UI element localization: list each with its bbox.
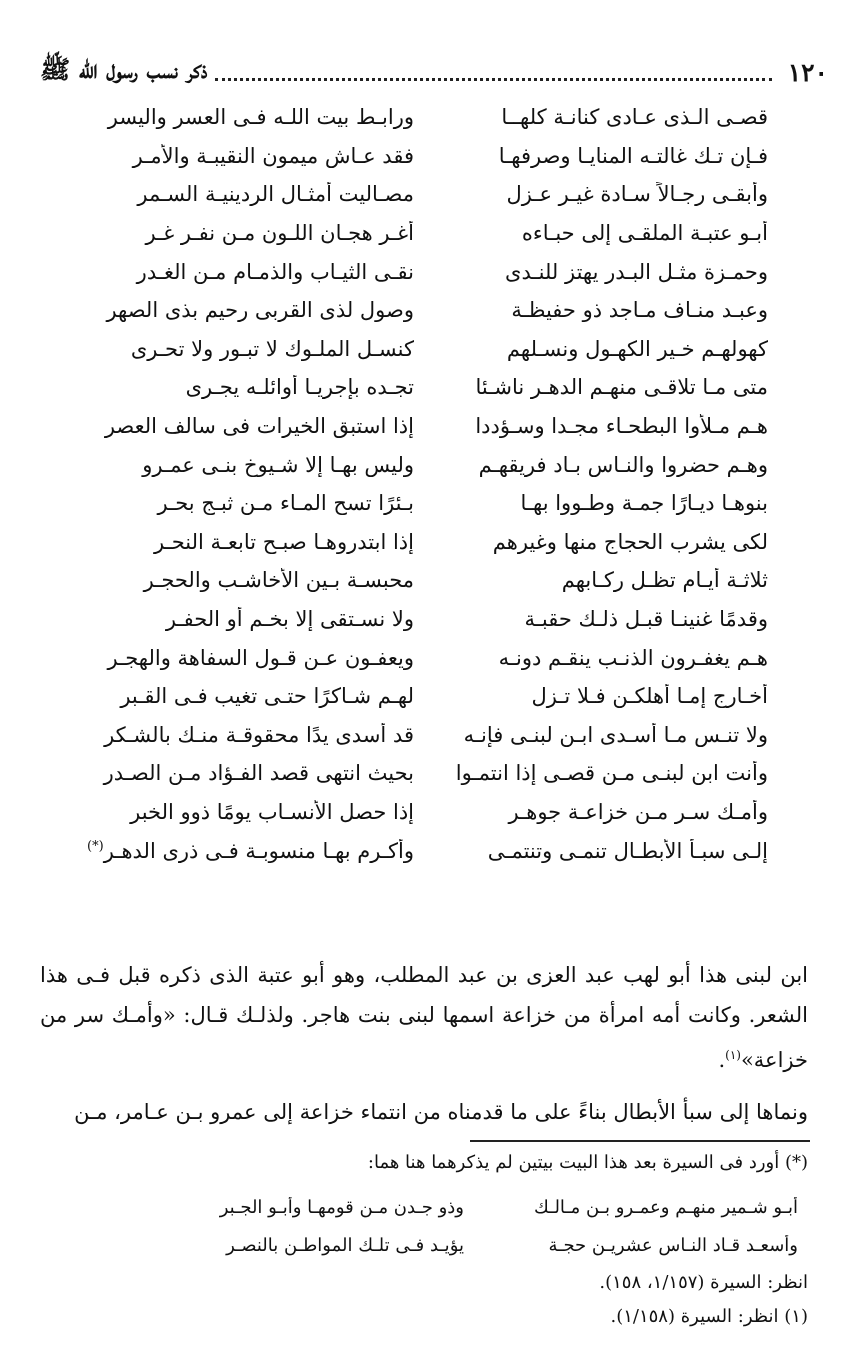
verse-second-text: بحيث انتهى قصد الفـؤاد مـن الصـدر (103, 761, 414, 786)
verse-second-text: وصول لذى القربى رحيم بذى الصهر (106, 298, 414, 323)
verse-second-hemistich (60, 491, 414, 515)
verse-second-hemistich (60, 221, 414, 245)
verse-first-hemistich: متى مـا تلاقـى منهـم الدهـر ناشـئا (475, 375, 768, 400)
verse-second-text: مصـاليت أمثـال الردينيـة السـمر (137, 182, 414, 207)
commentary-period: . (718, 1048, 726, 1072)
verse-second-hemistich (60, 684, 414, 708)
verse-first-hemistich: هـم يغفـرون الذنـب ينقـم دونـه (498, 645, 768, 670)
verse-second-hemistich (60, 723, 414, 747)
verse-second-hemistich (60, 646, 414, 670)
verse-first-hemistich: هـم مـلأوا البطحـاء مجـدا وسـؤددا (475, 414, 768, 439)
verse (60, 677, 768, 716)
verse-second-text: إذا حصل الأنسـاب يومًا ذوو الخبر (130, 799, 414, 824)
verse-second-hemistich (60, 105, 414, 129)
verse-second-hemistich (60, 839, 414, 863)
verse (60, 831, 768, 870)
verse (60, 600, 768, 639)
verse-second-text: وليس بهـا إلا شـيوخ بنـى عمـرو (142, 452, 414, 477)
verse-second-hemistich (60, 761, 414, 785)
verse-second-text: تجـده بإجريـا أوائلـه يجـرى (185, 375, 414, 400)
verse-second-text: إذا استبق الخيرات فى سالف العصر (104, 414, 414, 439)
verse-first-hemistich: وأمـك سـر مـن خزاعـة جوهـر (508, 799, 768, 824)
verse-second-hemistich (60, 144, 414, 168)
footnote-poem (130, 1188, 798, 1264)
verse-second-hemistich: يؤيـد فـى تلـك المواطـن بالنصـر (226, 1234, 464, 1256)
verse-second-hemistich (60, 260, 414, 284)
verse-second-hemistich (60, 607, 414, 631)
verse-second-text: نقـى الثيـاب والذمـام مـن الغـدر (136, 259, 414, 284)
verse-second-text: قد أسدى يدًا محقوقـة منـك بالشـكر (104, 722, 414, 747)
verse (60, 175, 768, 214)
verse-first-hemistich: وأسعـد قـاد النـاس عشريـن حجـة (548, 1234, 798, 1256)
verse-first-hemistich: قصـى الـذى عـادى كنانـة كلهــا (501, 105, 768, 130)
verse (60, 484, 768, 523)
verse (60, 407, 768, 446)
verse-second-text: لهـم شـاكرًا حتـى تغيب فـى القـبر (120, 684, 414, 709)
commentary-paragraph-2 (40, 1092, 808, 1132)
verse-second-hemistich (60, 414, 414, 438)
verse-second-hemistich (60, 298, 414, 322)
verse-first-hemistich: لكى يشرب الحجاج منها وغيرهم (492, 529, 768, 554)
verse-second-text: إذا ابتدروهـا صبـح تابعـة النحـر (153, 529, 414, 554)
poem (60, 98, 768, 870)
footnote-star-intro: (*) أورد فى السيرة بعد هذا البيت بيتين لم يذكرهما هنا هما: (367, 1152, 808, 1173)
verse-first-hemistich: بنوهـا ديـارًا جمـة وطـووا بهـا (520, 491, 768, 516)
verse-second-text: ويعفـون عـن قـول السفاهة والهجـر (107, 645, 414, 670)
verse (60, 214, 768, 253)
verse (60, 252, 768, 291)
footnote-1: (١) انظر: السيرة (١/١٥٨). (610, 1306, 808, 1327)
verse-first-hemistich: وعبـد منـاف مـاجد ذو حفيظـة (511, 298, 768, 323)
footnote-verse (130, 1226, 798, 1264)
verse-second-text: كنسـل الملـوك لا تبـور ولا تحـرى (130, 336, 414, 361)
verse (60, 445, 768, 484)
verse-second-text: ورابـط بيت اللـه فـى العسر واليسر (107, 105, 414, 130)
verse (60, 523, 768, 562)
verse-second-hemistich (60, 800, 414, 824)
verse (60, 368, 768, 407)
verse-first-hemistich: أبـو عتبـة الملقـى إلى حبـاءه (521, 221, 768, 246)
verse-second-text: ولا نسـتقى إلا بخـم أو الحفـر (165, 607, 414, 632)
verse-first-hemistich: ولا تنـس مـا أسـدى ابـن لبنـى فإنـه (463, 722, 768, 747)
verse-first-hemistich: وقدمًا غنينـا قبـل ذلـك حقبـة (524, 607, 768, 632)
verse (60, 98, 768, 137)
verse-first-hemistich: وأنت ابن لبنـى مـن قصـى إذا انتمـوا (455, 761, 768, 786)
page-number: ١٢٠ (787, 57, 828, 87)
verse-first-hemistich: أبـو شـمير منهـم وعمـرو بـن مـالـك (534, 1196, 798, 1218)
verse-first-hemistich: وأبقـى رجـالاً سـادة غيـر عـزل (506, 182, 768, 207)
verse-second-hemistich (60, 568, 414, 592)
verse (60, 793, 768, 832)
verse (60, 754, 768, 793)
verse-second-hemistich (60, 530, 414, 554)
footnote-ref-1: (١) (725, 1048, 741, 1062)
verse-second-hemistich (60, 337, 414, 361)
verse-second-hemistich: وذو جـدن مـن قومهـا وأبـو الجـبر (219, 1196, 464, 1218)
verse-first-hemistich: أخـارج إمـا أهلكـن فـلا تـزل (531, 684, 768, 709)
footnote-star-marker: (*) (87, 838, 104, 854)
verse-first-hemistich: وهـم حضروا والنـاس بـاد فريقهـم (478, 452, 768, 477)
commentary-text-2: ونماها إلى سبأ الأبطال بناءً على ما قدمناه من انتماء خزاعة إلى عمرو بـن عـامر، مـن (74, 1100, 808, 1124)
verse (60, 330, 768, 369)
verse-first-hemistich: وحمـزة مثـل البـدر يهتز للنـدى (505, 259, 768, 284)
verse-second-hemistich (60, 453, 414, 477)
running-title: ذكر نسب رسول الله ﷺ (40, 54, 208, 84)
verse-second-hemistich (60, 182, 414, 206)
verse-second-text: فقد عـاش ميمون النقيبـة والأمـر (132, 143, 414, 168)
verse (60, 638, 768, 677)
page-header (40, 52, 828, 92)
verse-second-text: أغـر هجـان اللـون مـن نفـر غـر (145, 221, 414, 246)
verse-second-hemistich (60, 375, 414, 399)
verse-second-text: محبسـة بـين الأخاشـب والحجـر (143, 568, 414, 593)
verse (60, 716, 768, 755)
verse-first-hemistich: فـإن تـك غالتـه المنايـا وصرفهـا (498, 143, 768, 168)
footnote-verse (130, 1188, 798, 1226)
footnote-star-reference: انظر: السيرة (١/١٥٧، ١٥٨). (599, 1272, 808, 1293)
commentary-paragraph (40, 955, 808, 1080)
verse (60, 291, 768, 330)
verse-first-hemistich: إلـى سبـأ الأبطـال تنمـى وتنتمـى (487, 838, 768, 863)
verse-first-hemistich: كهولهـم خـير الكهـول ونسـلهم (506, 336, 768, 361)
verse (60, 561, 768, 600)
verse-first-hemistich: ثلاثـة أيـام تظـل ركـابهم (561, 568, 768, 593)
commentary-text: ابن لبنى هذا أبو لهب عبد العزى بن عبد المطلب، وهو أبو عتبة الذى ذكره قبل فـى هذا الشعر. وكانت أمه امرأة من خزاعة اسمها لبنى بنت هاجر. ولذلـك قـال: «وأمـك سر من خزاعة» (40, 963, 808, 1072)
verse (60, 137, 768, 176)
verse-second-text: بـئرًا تسح المـاء مـن ثبـج بحـر (157, 491, 414, 516)
footnote-separator (470, 1140, 810, 1142)
verse-second-text: وأكـرم بهـا منسوبـة فـى ذرى الدهـر (103, 838, 414, 863)
header-dot-leader (215, 64, 771, 81)
